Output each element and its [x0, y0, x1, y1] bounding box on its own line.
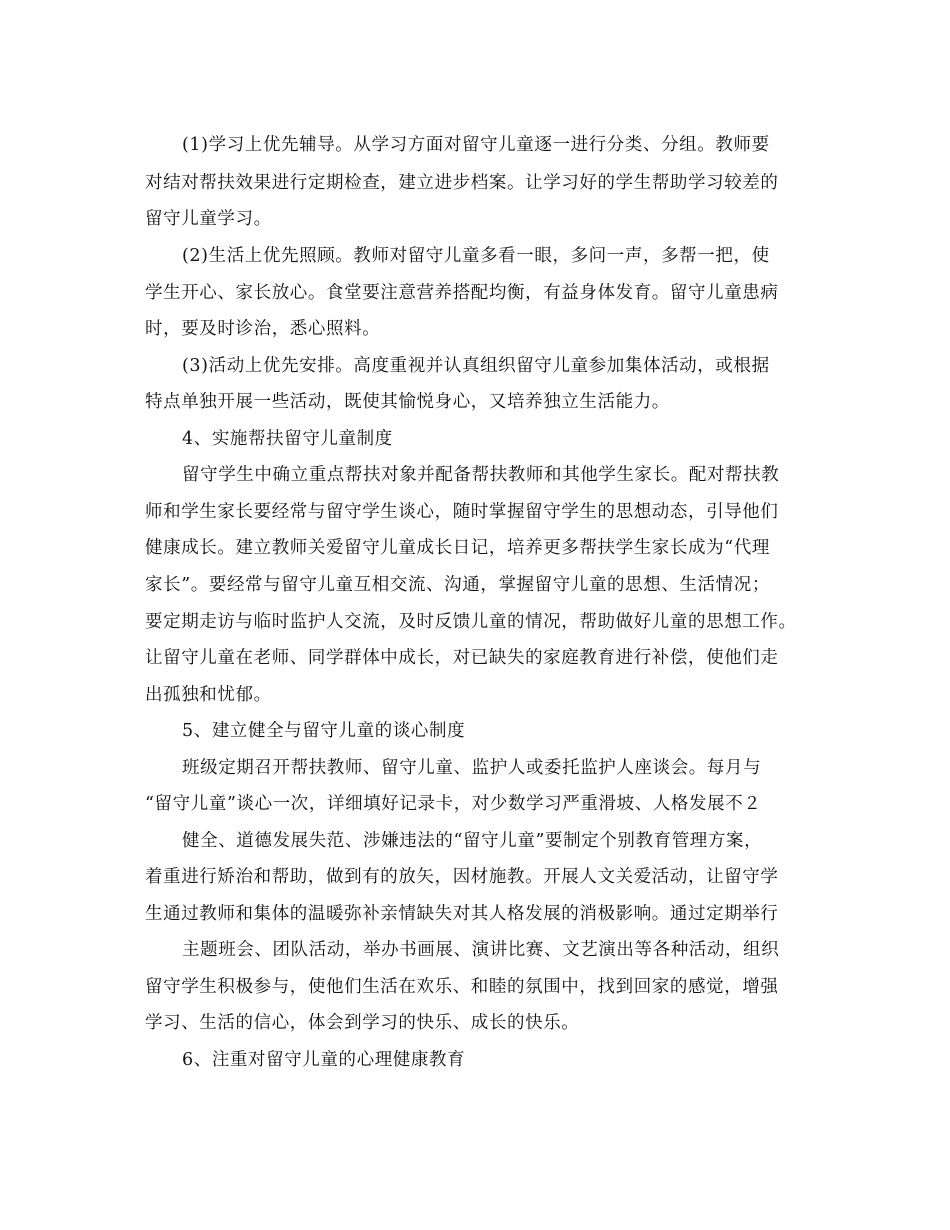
paragraph-line: 家长”。要经常与留守儿童互相交流、沟通，掌握留守儿童的思想、生活情况； — [145, 575, 770, 595]
paragraph-line: 留守儿童学习。 — [145, 209, 272, 229]
paragraph-line: (3)活动上优先安排。高度重视并认真组织留守儿童参加集体活动，或根据 — [182, 356, 770, 376]
section-heading: 5、建立健全与留守儿童的谈心制度 — [182, 721, 466, 741]
paragraph-line: 生通过教师和集体的温暖弥补亲情缺失对其人格发展的消极影响。通过定期举行 — [145, 904, 779, 924]
paragraph-line: 学习、生活的信心，体会到学习的快乐、成长的快乐。 — [145, 1013, 580, 1033]
section-heading: 6、注重对留守儿童的心理健康教育 — [182, 1050, 466, 1070]
paragraph-line: 健康成长。建立教师关爱留守儿童成长日记，培养更多帮扶学生家长成为“代理 — [145, 538, 770, 558]
paragraph-line: 留守学生积极参与，使他们生活在欢乐、和睦的氛围中，找到回家的感觉，增强 — [145, 977, 779, 997]
paragraph-line: 师和学生家长要经常与留守学生谈心，随时掌握留守学生的思想动态，引导他们 — [145, 502, 779, 522]
paragraph-line: 留守学生中确立重点帮扶对象并配备帮扶教师和其他学生家长。配对帮扶教 — [182, 465, 780, 485]
paragraph-line: 让留守儿童在老师、同学群体中成长，对已缺失的家庭教育进行补偿，使他们走 — [145, 648, 779, 668]
paragraph-line: 健全、道德发展失范、涉嫌违法的“留守儿童”要制定个别教育管理方案， — [182, 831, 763, 851]
paragraph-line: “留守儿童”谈心一次，详细填好记录卡，对少数学习严重滑坡、人格发展不２ — [145, 794, 762, 814]
paragraph-line: 主题班会、团队活动，举办书画展、演讲比赛、文艺演出等各种活动，组织 — [182, 940, 780, 960]
paragraph-line: 学生开心、家长放心。食堂要注意营养搭配均衡，有益身体发育。留守儿童患病 — [145, 283, 779, 303]
paragraph-line: 要定期走访与临时监护人交流，及时反馈儿童的情况，帮助做好儿童的思想工作。 — [145, 612, 797, 632]
paragraph-line: 时，要及时诊治，悉心照料。 — [145, 319, 381, 339]
paragraph-line: 着重进行矫治和帮助，做到有的放矢，因材施教。开展人文关爱活动，让留守学 — [145, 867, 779, 887]
paragraph-line: 特点单独开展一些活动，既使其愉悦身心，又培养独立生活能力。 — [145, 392, 670, 412]
paragraph-line: 对结对帮扶效果进行定期检查，建立进步档案。让学习好的学生帮助学习较差的 — [145, 173, 779, 193]
paragraph-line: 班级定期召开帮扶教师、留守儿童、监护人或委托监护人座谈会。每月与 — [182, 758, 762, 778]
paragraph-line: (2)生活上优先照顾。教师对留守儿童多看一眼，多问一声，多帮一把，使 — [182, 246, 770, 266]
paragraph-line: (1)学习上优先辅导。从学习方面对留守儿童逐一进行分类、分组。教师要 — [182, 135, 770, 155]
paragraph-line: 出孤独和忧郁。 — [145, 685, 272, 705]
section-heading: 4、实施帮扶留守儿童制度 — [182, 429, 393, 449]
